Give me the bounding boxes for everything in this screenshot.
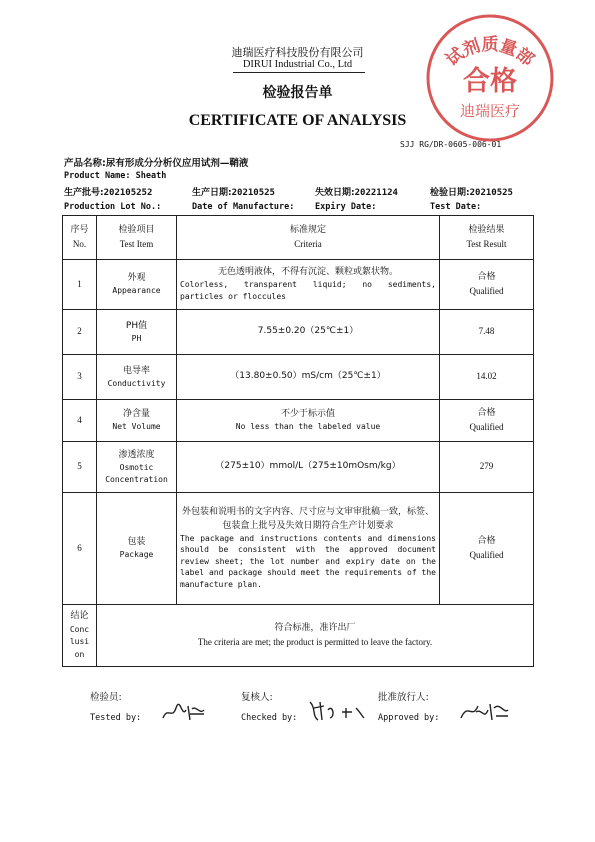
mfg-label-cn: 生产日期: xyxy=(192,188,232,198)
header-no: 序号 No. xyxy=(63,216,97,260)
stamp-bottom-text: 迪瑞医疗 xyxy=(459,102,521,120)
product-name-row xyxy=(64,155,248,169)
approved-by-signature xyxy=(458,698,510,724)
table-row xyxy=(63,355,534,400)
test-value: 20210525 xyxy=(469,188,513,198)
conclusion-label: 结论 Conc lusi on xyxy=(63,605,97,667)
approved-by-label-cn: 批准放行人: xyxy=(378,692,429,703)
lot-row-cn xyxy=(64,185,152,198)
report-title-cn: 检验报告单 xyxy=(262,85,333,101)
tested-by-label-en: Tested by: xyxy=(90,713,142,723)
row-no: 6 xyxy=(63,493,97,605)
row-result: 7.48 xyxy=(440,310,534,355)
table-row xyxy=(63,310,534,355)
company-name-en: DIRUI Industrial Co., Ltd xyxy=(242,59,353,70)
exp-label-en: Expiry Date: xyxy=(315,202,377,212)
mfg-row-cn xyxy=(192,185,275,198)
table-row xyxy=(63,493,534,605)
test-label-cn: 检验日期: xyxy=(430,188,470,198)
checked-by-signature xyxy=(306,698,368,724)
product-name-en: Product Name: Sheath xyxy=(64,171,167,181)
row-criteria: 外包装和说明书的文字内容、尺寸应与文审审批稿一致，标签、包装盒上批号及失效日期符合生产计划要求 The package and instructions contents and dimensions should be consistent with the approved document review sheet; the lot number and expiry date on the label and package should meet the requirements of the manufacture plan. xyxy=(177,493,440,605)
test-row-cn xyxy=(430,185,513,198)
row-no: 4 xyxy=(63,400,97,442)
row-criteria: 无色透明液体，不得有沉淀、颗粒或絮状物。 Colorless, transparent liquid; no sediments, particles or floccules xyxy=(177,260,440,310)
row-no: 3 xyxy=(63,355,97,400)
quality-stamp xyxy=(420,8,560,148)
header-underline xyxy=(233,72,365,73)
table-row xyxy=(63,400,534,442)
row-criteria: （13.80±0.50）mS/cm（25℃±1） xyxy=(177,355,440,400)
row-criteria: 不少于标示值 No less than the labeled value xyxy=(177,400,440,442)
conclusion-text: 符合标准，准许出厂 The criteria are met; the product is permitted to leave the factory. xyxy=(97,605,534,667)
row-result: 279 xyxy=(440,442,534,493)
row-result: 合格 Qualified xyxy=(440,400,534,442)
row-result: 合格 Qualified xyxy=(440,493,534,605)
checked-by-label-cn: 复核人: xyxy=(241,692,273,703)
lot-value: 202105252 xyxy=(103,188,153,198)
mfg-label-en: Date of Manufacture: xyxy=(192,202,295,212)
table-header-row xyxy=(63,216,534,260)
row-criteria: （275±10）mmol/L（275±10mOsm/kg） xyxy=(177,442,440,493)
approved-by-label-en: Approved by: xyxy=(378,713,440,723)
lot-label-en: Production Lot No.: xyxy=(64,202,162,212)
checked-by-label-en: Checked by: xyxy=(241,713,298,723)
table-row xyxy=(63,442,534,493)
lot-label-cn: 生产批号: xyxy=(64,188,104,198)
test-label-en: Test Date: xyxy=(430,202,482,212)
exp-value: 20221124 xyxy=(354,188,398,198)
row-item: 电导率 Conductivity xyxy=(97,355,177,400)
tested-by-label-cn: 检验员: xyxy=(90,692,122,703)
row-item: PH值 PH xyxy=(97,310,177,355)
stamp-top-text: 试剂质量部 xyxy=(442,35,538,71)
exp-row-cn xyxy=(315,185,398,198)
header-result: 检验结果 Test Result xyxy=(440,216,534,260)
document-code: SJJ RG/DR-0605-006-01 xyxy=(400,140,502,149)
product-name-value: 尿有形成分分析仪应用试剂—鞘液 xyxy=(105,158,249,169)
exp-label-cn: 失效日期: xyxy=(315,188,355,198)
header-item: 检验项目 Test Item xyxy=(97,216,177,260)
row-result: 14.02 xyxy=(440,355,534,400)
report-title-en: CERTIFICATE OF ANALYSIS xyxy=(188,112,407,129)
row-no: 1 xyxy=(63,260,97,310)
header-criteria: 标准规定 Criteria xyxy=(177,216,440,260)
mfg-value: 20210525 xyxy=(231,188,275,198)
conclusion-row xyxy=(63,605,534,667)
row-item: 包装 Package xyxy=(97,493,177,605)
product-name-label: 产品名称: xyxy=(64,158,106,169)
row-result: 合格 Qualified xyxy=(440,260,534,310)
row-item: 渗透浓度 Osmotic Concentration xyxy=(97,442,177,493)
row-no: 2 xyxy=(63,310,97,355)
row-item: 净含量 Net Volume xyxy=(97,400,177,442)
company-name-cn: 迪瑞医疗科技股份有限公司 xyxy=(231,46,364,59)
row-criteria: 7.55±0.20（25℃±1） xyxy=(177,310,440,355)
tested-by-signature xyxy=(160,700,206,724)
row-item: 外观 Appearance xyxy=(97,260,177,310)
row-no: 5 xyxy=(63,442,97,493)
stamp-center-text: 合格 xyxy=(463,66,517,97)
table-row xyxy=(63,260,534,310)
analysis-table xyxy=(62,215,534,667)
